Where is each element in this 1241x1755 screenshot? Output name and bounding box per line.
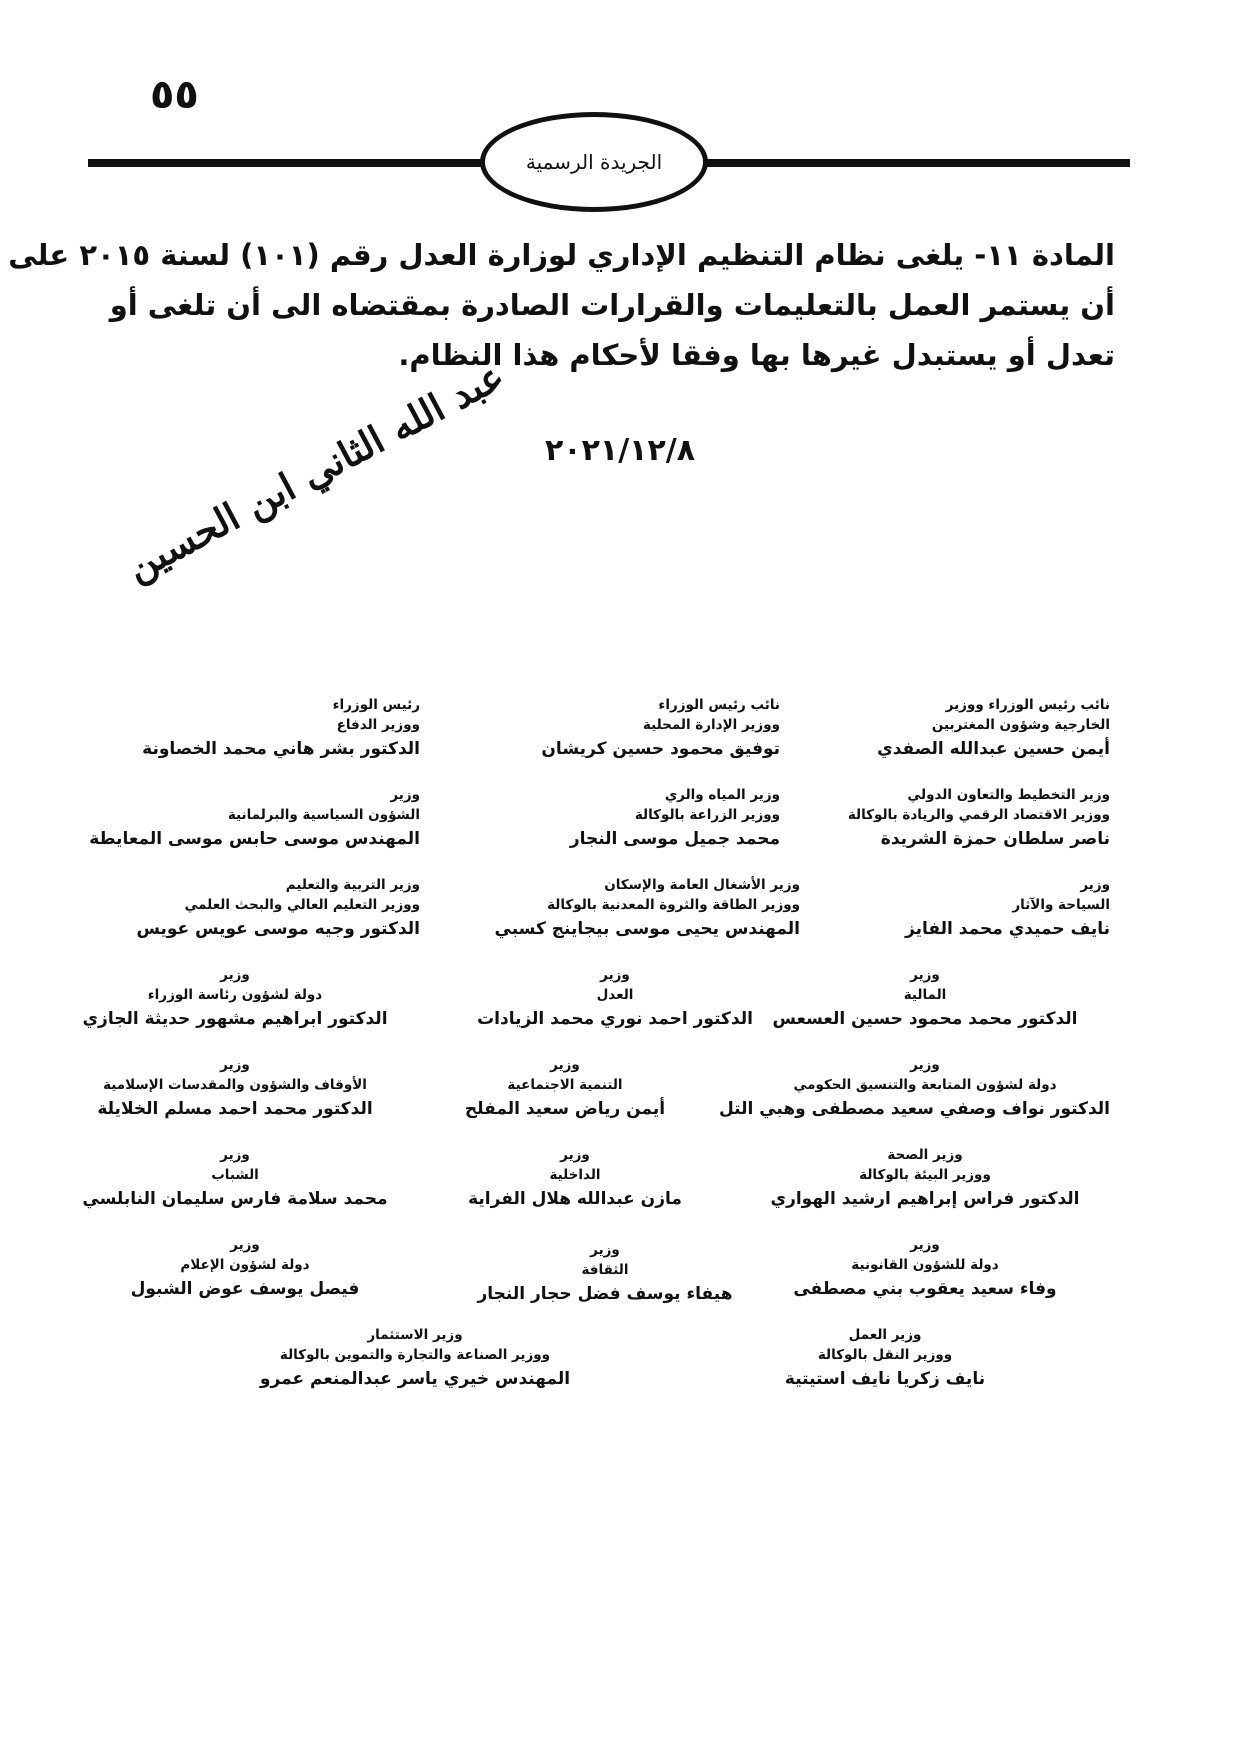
minister-name: الدكتور فراس إبراهيم ارشيد الهواري: [770, 1189, 1080, 1209]
minister-role: وزير: [1080, 877, 1110, 893]
minister-role: وزير: [600, 967, 630, 983]
minister-role: المالية: [903, 987, 947, 1003]
minister-role: ووزير البيئة بالوكالة: [859, 1167, 991, 1183]
minister-role: دولة لشؤون رئاسة الوزراء: [147, 987, 323, 1003]
minister-role: التنمية الاجتماعية: [507, 1077, 623, 1093]
article-line: المادة ١١- يلغى نظام التنظيم الإداري لوزارة العدل رقم (١٠١) لسنة ٢٠١٥ على: [8, 238, 1115, 272]
minister-role: وزير: [220, 967, 250, 983]
minister-block: [740, 1235, 1110, 1303]
minister-block: [390, 1145, 760, 1213]
royal-signature: عبد الله الثاني ابن الحسين: [118, 352, 512, 590]
minister-role: ووزير الطاقة والثروة المعدنية بالوكالة: [547, 897, 800, 913]
minister-block: [50, 695, 420, 763]
minister-block: [718, 1055, 1110, 1123]
minister-name: فيصل يوسف عوض الشبول: [130, 1279, 360, 1299]
minister-block: [410, 695, 780, 763]
minister-name: أيمن حسين عبدالله الصفدي: [877, 739, 1110, 759]
decree-date: ٢٠٢١/١٢/٨: [544, 433, 696, 468]
article-line: أن يستمر العمل بالتعليمات والقرارات الصادرة بمقتضاه الى أن تلغى أو: [109, 288, 1115, 322]
minister-role: وزير: [390, 787, 420, 803]
minister-name: نايف زكريا نايف استيتية: [784, 1369, 986, 1389]
minister-role: وزير: [220, 1057, 250, 1073]
minister-name: وفاء سعيد يعقوب بني مصطفى: [793, 1279, 1057, 1299]
minister-block: [50, 1055, 420, 1123]
minister-role: وزير الصحة: [887, 1147, 963, 1163]
minister-role: ووزير الصناعة والتجارة والتموين بالوكالة: [279, 1347, 551, 1363]
minister-role: رئيس الوزراء: [332, 697, 420, 713]
minister-role: وزير: [910, 1057, 940, 1073]
minister-name: ناصر سلطان حمزة الشريدة: [880, 829, 1110, 849]
minister-name: المهندس يحيى موسى بيجاينج كسبي: [494, 919, 800, 939]
minister-name: الدكتور محمد احمد مسلم الخلايلة: [97, 1099, 373, 1119]
minister-block: [50, 785, 420, 853]
minister-role: ووزير الزراعة بالوكالة: [634, 807, 780, 823]
minister-block: [50, 965, 420, 1033]
minister-block: [50, 875, 420, 943]
minister-role: وزير الأشغال العامة والإسكان: [604, 877, 800, 893]
minister-role: دولة لشؤون الإعلام: [180, 1257, 310, 1273]
minister-role: وزير العمل: [848, 1327, 922, 1343]
minister-name: الدكتور ابراهيم مشهور حديثة الجازي: [82, 1009, 388, 1029]
minister-name: محمد جميل موسى النجار: [569, 829, 780, 849]
page-number: ٥٥: [150, 72, 199, 118]
minister-name: محمد سلامة فارس سليمان النابلسي: [82, 1189, 388, 1209]
minister-role: وزير التربية والتعليم: [285, 877, 420, 893]
minister-block: [230, 1325, 600, 1393]
minister-role: ووزير التعليم العالي والبحث العلمي: [184, 897, 420, 913]
minister-role: وزير: [910, 967, 940, 983]
minister-role: وزير: [220, 1147, 250, 1163]
journal-title-oval: [480, 112, 708, 212]
minister-name: الدكتور نواف وصفي سعيد مصطفى وهبي التل: [718, 1099, 1110, 1119]
minister-name: المهندس خيري ياسر عبدالمنعم عمرو: [259, 1369, 571, 1389]
minister-name: أيمن رياض سعيد المفلح: [464, 1099, 666, 1119]
minister-role: وزير التخطيط والتعاون الدولي: [907, 787, 1110, 803]
minister-name: توفيق محمود حسين كريشان: [541, 739, 780, 759]
article-text: [8, 230, 1115, 380]
minister-block: [740, 1145, 1110, 1213]
minister-name: المهندس موسى حابس موسى المعايطة: [89, 829, 420, 849]
minister-block: [50, 1145, 420, 1213]
minister-block: [740, 695, 1110, 763]
article-line: تعدل أو يستبدل غيرها بها وفقا لأحكام هذا النظام.: [398, 338, 1115, 372]
minister-role: نائب رئيس الوزراء: [658, 697, 780, 713]
minister-role: وزير المياه والري: [664, 787, 780, 803]
minister-block: [430, 965, 800, 1033]
minister-role: ووزير الاقتصاد الرقمي والريادة بالوكالة: [847, 807, 1110, 823]
minister-role: وزير: [910, 1237, 940, 1253]
minister-name: نايف حميدي محمد الفايز: [905, 919, 1110, 939]
minister-block: [700, 1325, 1070, 1393]
minister-name: هيفاء يوسف فضل حجار النجار: [477, 1284, 733, 1304]
minister-role: دولة للشؤون القانونية: [851, 1257, 999, 1273]
minister-role: الخارجية وشؤون المغتربين: [931, 717, 1110, 733]
minister-name: الدكتور احمد نوري محمد الزيادات: [477, 1009, 753, 1029]
minister-role: الشباب: [211, 1167, 259, 1183]
minister-role: السياحة والآثار: [1012, 897, 1110, 913]
minister-role: دولة لشؤون المتابعة والتنسيق الحكومي: [793, 1077, 1057, 1093]
minister-role: الأوقاف والشؤون والمقدسات الإسلامية: [103, 1077, 367, 1093]
minister-block: [380, 1055, 750, 1123]
minister-role: نائب رئيس الوزراء ووزير: [945, 697, 1110, 713]
minister-role: وزير: [550, 1057, 580, 1073]
minister-role: وزير الاستثمار: [367, 1327, 463, 1343]
minister-name: مازن عبدالله هلال الفراية: [468, 1189, 682, 1209]
minister-block: [430, 875, 800, 943]
minister-block: [410, 785, 780, 853]
minister-role: الداخلية: [549, 1167, 601, 1183]
minister-name: الدكتور محمد محمود حسين العسعس: [772, 1009, 1078, 1029]
minister-name: الدكتور وجيه موسى عويس عويس: [136, 919, 420, 939]
minister-role: الشؤون السياسية والبرلمانية: [227, 807, 420, 823]
minister-role: ووزير الدفاع: [336, 717, 420, 733]
minister-role: العدل: [596, 987, 634, 1003]
minister-role: الثقافة: [581, 1262, 629, 1278]
minister-block: [740, 785, 1110, 853]
minister-block: [60, 1235, 430, 1303]
minister-block: [420, 1240, 790, 1308]
minister-role: ووزير الإدارة المحلية: [642, 717, 780, 733]
minister-role: وزير: [230, 1237, 260, 1253]
minister-name: الدكتور بشر هاني محمد الخصاونة: [142, 739, 420, 759]
minister-role: وزير: [560, 1147, 590, 1163]
minister-role: ووزير النقل بالوكالة: [817, 1347, 953, 1363]
journal-title: الجريدة الرسمية: [525, 150, 663, 174]
minister-role: وزير: [590, 1242, 620, 1258]
